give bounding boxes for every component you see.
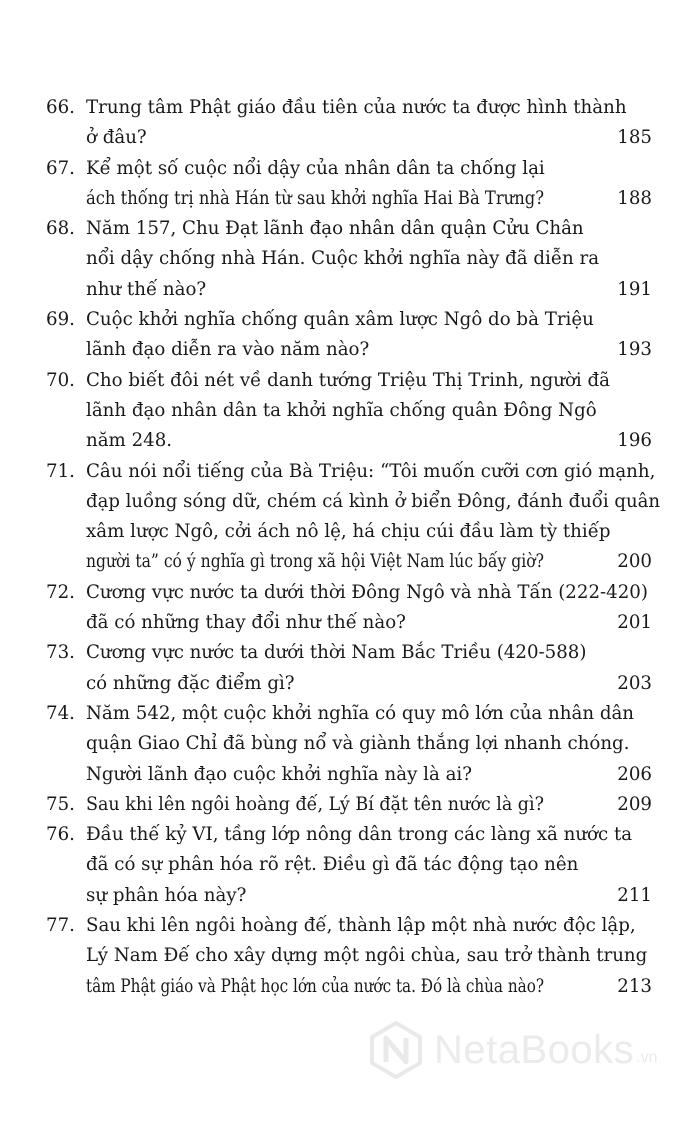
entry-number: 75. (46, 793, 75, 815)
entry-question-text: xâm lược Ngô, cởi ách nô lệ, há chịu cúi đầu làm tỳ thiếp (86, 521, 611, 543)
entry-question-text: Năm 542, một cuộc khởi nghĩa có quy mô lớn của nhân dân (86, 702, 635, 724)
toc-entry (0, 911, 700, 1002)
watermark-brand: NetaBooks (434, 1027, 635, 1072)
toc-entry-line (0, 275, 700, 305)
toc-entry-line (0, 366, 700, 396)
entry-page-number: 191 (617, 278, 652, 300)
toc-entry-line (0, 305, 700, 335)
toc-entry-line (0, 396, 700, 426)
entry-question-text: lãnh đạo diễn ra vào năm nào? (86, 339, 370, 361)
entry-page-number: 203 (617, 672, 652, 694)
entry-page-number: 196 (617, 430, 652, 452)
toc-entry-line (0, 426, 700, 456)
toc-entry (0, 457, 700, 578)
toc-entry-line (0, 93, 700, 123)
entry-question-text: Kể một số cuộc nổi dậy của nhân dân ta chống lại (86, 157, 545, 179)
entry-question-text: tâm Phật giáo và Phật học lớn của nước ta. Đó là chùa nào? (86, 975, 544, 997)
toc-entry (0, 699, 700, 790)
entry-question-text: Cho biết đôi nét về danh tướng Triệu Thị Trinh, người đã (86, 369, 610, 391)
entry-number: 76. (46, 824, 75, 846)
toc-entry-line (0, 881, 700, 911)
entry-question-text: Năm 157, Chu Đạt lãnh đạo nhân dân quận Cửu Chân (86, 218, 584, 240)
entry-number: 74. (46, 702, 75, 724)
entry-question-text: người ta” có ý nghĩa gì trong xã hội Việt Nam lúc bấy giờ? (86, 551, 544, 573)
watermark-suffix: .vn (636, 1049, 658, 1066)
toc-entry-line (0, 972, 700, 1002)
entry-question-text: Đầu thế kỷ VI, tầng lớp nông dân trong các làng xã nước ta (86, 824, 633, 846)
table-of-contents (0, 93, 700, 1002)
toc-entry-line (0, 820, 700, 850)
entry-question-text: Cương vực nước ta dưới thời Nam Bắc Triều (420-588) (86, 642, 587, 664)
entry-page-number: 211 (617, 884, 652, 906)
entry-page-number: 206 (617, 763, 652, 785)
toc-entry (0, 366, 700, 457)
toc-entry-line (0, 547, 700, 577)
entry-question-text: đã có những thay đổi như thế nào? (86, 612, 406, 634)
entry-page-number: 209 (617, 793, 652, 815)
watermark (366, 1020, 658, 1080)
toc-entry (0, 93, 700, 154)
entry-question-text: đã có sự phân hóa rõ rệt. Điều gì đã tác động tạo nên (86, 854, 579, 876)
entry-number: 77. (46, 915, 75, 937)
entry-number: 66. (46, 97, 75, 118)
entry-question-text: ách thống trị nhà Hán từ sau khởi nghĩa Hai Bà Trưng? (86, 187, 544, 209)
entry-page-number: 200 (617, 551, 652, 573)
entry-page-number: 213 (617, 975, 652, 997)
entry-number: 70. (46, 369, 75, 391)
entry-question-text: Sau khi lên ngôi hoàng đế, thành lập một nhà nước độc lập, (86, 915, 636, 937)
entry-number: 73. (46, 642, 75, 664)
entry-number: 72. (46, 581, 75, 603)
toc-entry-line (0, 729, 700, 759)
entry-question-text: Cương vực nước ta dưới thời Đông Ngô và nhà Tấn (222-420) (86, 581, 648, 603)
toc-entry (0, 820, 700, 911)
toc-entry-line (0, 517, 700, 547)
toc-entry-line (0, 214, 700, 244)
toc-entry (0, 578, 700, 639)
entry-number: 68. (46, 218, 75, 240)
entry-question-text: lãnh đạo nhân dân ta khởi nghĩa chống quân Đông Ngô (86, 399, 597, 421)
entry-question-text: Trung tâm Phật giáo đầu tiên của nước ta được hình thành (86, 97, 627, 118)
toc-entry-line (0, 123, 700, 153)
toc-entry (0, 305, 700, 366)
netabooks-logo-icon (366, 1020, 426, 1080)
entry-question-text: Sau khi lên ngôi hoàng đế, Lý Bí đặt tên nước là gì? (86, 793, 544, 815)
entry-question-text: ở đâu? (86, 127, 147, 149)
entry-page-number: 193 (617, 339, 652, 361)
entry-question-text: Câu nói nổi tiếng của Bà Triệu: “Tôi muốn cưỡi cơn gió mạnh, (86, 460, 656, 482)
entry-number: 69. (46, 309, 75, 331)
entry-question-text: như thế nào? (86, 278, 207, 300)
toc-entry-line (0, 578, 700, 608)
entry-question-text: năm 248. (86, 430, 173, 452)
toc-entry-line (0, 487, 700, 517)
entry-question-text: nổi dậy chống nhà Hán. Cuộc khởi nghĩa này đã diễn ra (86, 248, 600, 270)
entry-question-text: có những đặc điểm gì? (86, 672, 295, 694)
toc-entry-line (0, 790, 700, 820)
entry-question-text: sự phân hóa này? (86, 884, 247, 906)
entry-page-number: 185 (617, 127, 652, 149)
toc-entry-line (0, 850, 700, 880)
entry-question-text: quận Giao Chỉ đã bùng nổ và giành thắng lợi nhanh chóng. (86, 733, 630, 755)
toc-entry-line (0, 457, 700, 487)
toc-entry-line (0, 608, 700, 638)
toc-entry (0, 154, 700, 215)
toc-entry (0, 790, 700, 820)
toc-entry-line (0, 699, 700, 729)
entry-page-number: 201 (617, 612, 652, 634)
toc-entry-line (0, 154, 700, 184)
toc-entry-line (0, 669, 700, 699)
toc-entry-line (0, 911, 700, 941)
entry-question-text: Người lãnh đạo cuộc khởi nghĩa này là ai? (86, 763, 472, 785)
toc-entry-line (0, 638, 700, 668)
entry-page-number: 188 (617, 187, 652, 209)
toc-entry-line (0, 184, 700, 214)
entry-question-text: đạp luồng sóng dữ, chém cá kình ở biển Đông, đánh đuổi quân (86, 490, 660, 512)
entry-question-text: Cuộc khởi nghĩa chống quân xâm lược Ngô do bà Triệu (86, 309, 594, 331)
toc-entry-line (0, 760, 700, 790)
toc-entry-line (0, 244, 700, 274)
entry-number: 71. (46, 460, 75, 482)
toc-entry-line (0, 335, 700, 365)
toc-entry-line (0, 941, 700, 971)
toc-entry (0, 638, 700, 699)
entry-question-text: Lý Nam Đế cho xây dựng một ngôi chùa, sau trở thành trung (86, 945, 648, 967)
toc-entry (0, 214, 700, 305)
entry-number: 67. (46, 157, 75, 179)
